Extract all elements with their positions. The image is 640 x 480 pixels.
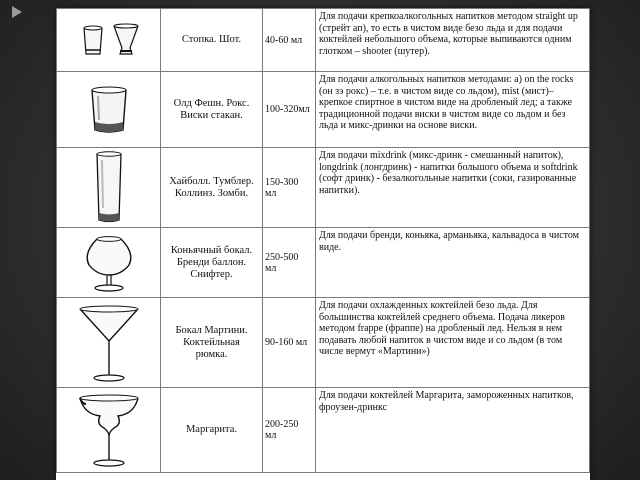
glass-volume-cell: 200-250 мл bbox=[263, 388, 316, 473]
glass-name-cell: Хайболл. Тумблер. Коллинз. Зомби. bbox=[161, 148, 263, 228]
margarita-glass-icon bbox=[74, 390, 144, 470]
highball-glass-icon bbox=[89, 150, 129, 226]
glass-description-cell: Для подачи mixdrink (микс-дринк - смешанный напиток), longdrink (лонгдринк) - напитки большого объема и softdrink (софт дринк) - безалкогольные напитки (соки, газированные напитки). bbox=[316, 148, 590, 228]
brandy-snifter-icon bbox=[79, 231, 139, 295]
glass-description-cell: Для подачи алкогольных напитков методами: а) on the rocks (он зэ рокс) – т.е. в чистом виде со льдом), mist (мист)–крепкое спиртное в чистом виде на дробленый лед; а также традиционной подачи виски в чистом виде со льдом и без льда и микс-дринки на основе виски. bbox=[316, 72, 590, 148]
old-fashioned-glass-icon bbox=[84, 82, 134, 137]
table-row bbox=[57, 228, 590, 298]
glass-volume-cell: 150-300 мл bbox=[263, 148, 316, 228]
table-row bbox=[57, 72, 590, 148]
glass-name-cell: Бокал Мартини. Коктейльная рюмка. bbox=[161, 298, 263, 388]
glass-image-cell bbox=[57, 298, 161, 388]
glass-description-cell: Для подачи охлажденных коктейлей безо льда. Для большинства коктейлей среднего объема. Подача ликеров методом frappe (фраппе) на дробленый лед. Нельзя в нем подавать любой напиток в чистом виде и со льдом (в том числе вермут «Мартини») bbox=[316, 298, 590, 388]
slide-bullet-arrow-icon bbox=[12, 6, 22, 18]
glass-image-cell bbox=[57, 148, 161, 228]
glass-volume-cell: 250-500 мл bbox=[263, 228, 316, 298]
glass-description-cell: Для подачи коктейлей Маргарита, замороженных напитков, фроузен-дринкс bbox=[316, 388, 590, 473]
glass-image-cell bbox=[57, 72, 161, 148]
glass-volume-cell: 90-160 мл bbox=[263, 298, 316, 388]
shot-glass-icon bbox=[74, 20, 144, 60]
glass-volume-cell: 40-60 мл bbox=[263, 9, 316, 72]
table-row bbox=[57, 9, 590, 72]
glass-name-cell: Олд Фешн. Рокс. Виски стакан. bbox=[161, 72, 263, 148]
table-row bbox=[57, 298, 590, 388]
glassware-table bbox=[56, 8, 590, 473]
table-row bbox=[57, 148, 590, 228]
table-row bbox=[57, 388, 590, 473]
glassware-table-sheet bbox=[56, 8, 590, 480]
glass-image-cell bbox=[57, 228, 161, 298]
glass-name-cell: Маргарита. bbox=[161, 388, 263, 473]
glass-name-cell: Стопка. Шот. bbox=[161, 9, 263, 72]
glass-image-cell bbox=[57, 388, 161, 473]
martini-glass-icon bbox=[74, 301, 144, 385]
glass-image-cell bbox=[57, 9, 161, 72]
glass-description-cell: Для подачи крепкоалкогольных напитков методом straight up (стрейт ап), то есть в чистом виде безо льда и для подачи коктейлей небольшого объема, которые выпиваются одним глотком – shooter (шутер). bbox=[316, 9, 590, 72]
glass-name-cell: Коньячный бокал. Бренди баллон. Снифтер. bbox=[161, 228, 263, 298]
glass-volume-cell: 100-320мл bbox=[263, 72, 316, 148]
glass-description-cell: Для подачи бренди, коньяка, арманьяка, кальвадоса в чистом виде. bbox=[316, 228, 590, 298]
